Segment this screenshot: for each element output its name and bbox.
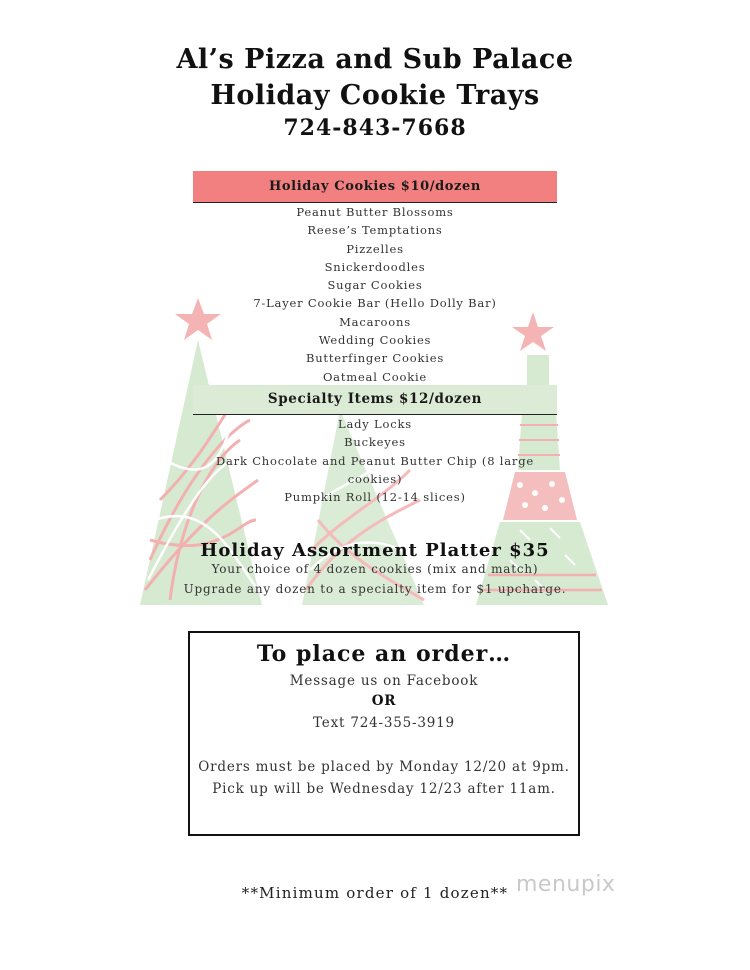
phone-number[interactable]: 724-843-7668 bbox=[283, 115, 467, 141]
list-item: Snickerdoodles bbox=[324, 259, 426, 274]
list-item: Buckeyes bbox=[344, 435, 406, 450]
order-info-box bbox=[188, 631, 580, 836]
specialty-items-list bbox=[193, 415, 557, 506]
platter-title: Holiday Assortment Platter $35 bbox=[200, 540, 550, 561]
order-deadline: Orders must be placed by Monday 12/20 at 9pm. bbox=[198, 759, 570, 775]
platter-upgrade-note: Upgrade any dozen to a specialty item for $1 upcharge. bbox=[183, 582, 567, 596]
text-phone-instruction: Text 724-355-3919 bbox=[313, 715, 455, 731]
list-item: Dark Chocolate and Peanut Butter Chip (8 large cookies) bbox=[216, 453, 534, 486]
list-item: Wedding Cookies bbox=[318, 333, 432, 348]
menupix-watermark: menupix bbox=[516, 872, 616, 897]
list-item: Sugar Cookies bbox=[327, 278, 423, 293]
minimum-order-note: **Minimum order of 1 dozen** bbox=[241, 884, 509, 902]
holiday-cookies-heading: Holiday Cookies $10/dozen bbox=[269, 179, 481, 194]
list-item: Reese’s Temptations bbox=[307, 223, 443, 238]
specialty-items-heading: Specialty Items $12/dozen bbox=[267, 391, 483, 407]
pickup-time: Pick up will be Wednesday 12/23 after 11am. bbox=[212, 781, 556, 797]
list-item: Peanut Butter Blossoms bbox=[296, 205, 454, 219]
order-title: To place an order… bbox=[256, 641, 512, 667]
list-item: Lady Locks bbox=[338, 417, 412, 431]
holiday-cookies-header bbox=[193, 171, 557, 203]
list-item: Pizzelles bbox=[346, 241, 404, 256]
specialty-items-header bbox=[193, 385, 557, 415]
list-item: Butterfinger Cookies bbox=[305, 351, 445, 366]
page-title: Holiday Cookie Trays bbox=[210, 80, 540, 111]
platter-description: Your choice of 4 dozen cookies (mix and match) bbox=[211, 562, 539, 576]
facebook-instruction: Message us on Facebook bbox=[289, 673, 479, 689]
list-item: 7-Layer Cookie Bar (Hello Dolly Bar) bbox=[253, 296, 497, 311]
list-item: Oatmeal Cookie bbox=[322, 369, 428, 384]
restaurant-name: Al’s Pizza and Sub Palace bbox=[176, 44, 574, 75]
holiday-cookies-list bbox=[193, 203, 557, 386]
or-separator: OR bbox=[371, 693, 397, 709]
list-item: Macaroons bbox=[339, 314, 411, 329]
list-item: Pumpkin Roll (12-14 slices) bbox=[284, 490, 466, 505]
